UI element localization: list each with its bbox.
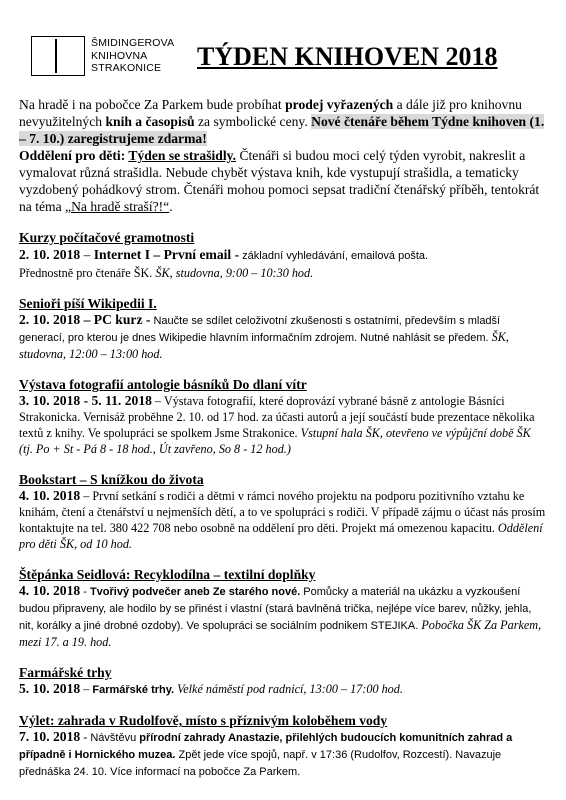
event-date: 4. 10. 2018 [19,583,81,598]
event-place-time: ŠK, studovna, 12:00 – 13:00 hod. [19,330,509,361]
event-heading: Štěpánka Seidlová: Recyklodílna – textilní doplňky [19,567,316,582]
library-name-line: KNIHOVNA [91,49,148,62]
event-place-time: ŠK, studovna, 9:00 – 10:30 hod. [155,266,314,280]
document-page [19,36,547,780]
event-text: Zpět jede více spojů, např. v 17:36 (Rudolfov, Rozcestí). Navazuje přednáška 24. 10. Více informací na pobočce Za Parkem. [19,749,502,778]
children-theme: Týden se strašidly. [128,148,237,163]
event-wikipedia [19,295,547,362]
page-title: TÝDEN KNIHOVEN 2018 [197,42,498,71]
intro-paragraph-sale [19,96,547,147]
event-text: Pomůcky a materiál na ukázku a vyzkoušení budou připraveny, ale hodilo by se přinést i vlastní (stará bavlněná trička, nejlépe více barev, nůžky, jehla, nit, korálky a jiné drobné ozdoby). Ve spolupráci se sociálním podnikem STEJIKA. [19,586,532,632]
event-text: Naučte se sdílet celoživotní zkušenosti s ostatními, především s mladší generací, pro kterou je dnes Wikipedie hlavním informačním zdrojem. Nutné nahlásit se předem. [19,315,501,344]
event-name: Internet I – První email - [93,247,240,262]
event-detail [19,729,547,780]
event-date: 2. 10. 2018 [19,247,81,262]
intro-text: za symbolické ceny. [194,114,312,129]
event-bookstart [19,471,547,552]
event-heading: Senioři píší Wikipedii I. [19,296,157,311]
intro-text: Čtenáři si budou moci celý týden vyrobit, nakreslit a vymalovat různá strašidla. Nebude chybět výstava knih, kde vystupují strašidla, a tematicky vyzdobený pohádkový strom. Čtenáři mohou pomoci sepsat tradiční čtenářský příběh, tentokrát na téma [19,148,540,214]
event-detail [19,393,547,457]
intro-emphasis: knih a časopisů [105,114,195,129]
event-heading: Bookstart – S knížkou do života [19,472,204,487]
separator: - [80,730,91,744]
intro-paragraph-children [19,147,547,215]
registration-highlight: Nové čtenáře během Týdne knihoven (1. – 7. 10.) zaregistrujeme zdarma! [19,114,545,146]
event-place-time: Oddělení pro děti ŠK, od 10 hod. [19,521,543,551]
event-trip-rudolfov [19,712,547,780]
library-name-line: ŠMIDINGEROVA [91,37,175,49]
separator: – [80,312,94,327]
event-name: Tvořivý podvečer aneb Ze starého nové. [89,586,301,598]
event-place-time: Pobočka ŠK Za Parkem, mezi 17. a 19. hod. [19,618,542,649]
event-recyklodilna [19,566,547,650]
event-date: 7. 10. 2018 [19,729,81,744]
intro [19,96,547,215]
library-name-line: STRAKONICE [91,62,162,74]
intro-text: . [169,199,173,214]
event-text: základní vyhledávání, emailová pošta. [239,250,429,262]
event-date: 5. 10. 2018 [19,681,81,696]
event-heading: Farmářské trhy [19,665,112,680]
event-heading: Kurzy počítačové gramotnosti [19,230,195,245]
event-detail [19,583,547,650]
intro-text: a dále již pro knihovnu nevyužitelných [19,97,522,129]
children-dept-label: Oddělení pro děti: [19,148,129,163]
event-name: přírodní zahrady Anastazie, přilehlých budoucích komunitních zahrad a případně i Hornického muzea. [19,732,513,761]
event-heading: Výstava fotografií antologie básníků Do dlaní vítr [19,377,307,392]
event-detail-2 [19,265,547,281]
event-name: PC kurz - [93,312,151,327]
event-text: Výstava fotografií, které doprovází vybrané básně z antologie Básníci Strakonicka. Vernisáž proběhne 2. 10. od 17 hod. za účasti autorů a její součástí bude prezentace několika textů z knihy. Ve spolupráci se spolkem Jsme Strakonice. [19,394,535,440]
event-computer-course [19,229,547,281]
logo-divider [55,39,57,73]
logo-frame [31,36,85,76]
separator: - [80,586,90,598]
event-text: Přednostně pro čtenáře ŠK. [19,266,156,280]
separator: – [80,247,94,262]
library-logo [31,36,87,80]
separator: – [80,682,93,696]
event-detail [19,246,547,265]
library-name [91,37,174,75]
story-theme: „Na hradě straší?!“ [65,199,170,214]
event-name: Farmářské trhy. [92,684,175,696]
event-text: Návštěvu [90,732,140,744]
separator: – [80,489,93,503]
event-place-time: Vstupní hala ŠK, otevřeno ve výpůjční době ŠK (tj. Po + St - Pá 8 - 18 hod., Út zavřeno, So 8 - 12 hod.) [19,426,531,456]
event-date: 2. 10. 2018 [19,312,81,327]
event-photo-exhibition [19,376,547,457]
event-place-time: Velké náměstí pod radnicí, 13:00 – 17:00 hod. [177,682,403,696]
event-text: První setkání s rodiči a dětmi v rámci nového projektu na podporu pozitivního vztahu ke knihám, čtení a čtenářství u nejmenších dětí, a to ve spolupráci s rodiči. V případě zájmu o účast nás prosím kontaktujte na tel. 380 422 708 nebo osobně na oddělení pro děti. Projekt má omezenou kapacitu. [19,489,546,535]
header [19,36,547,96]
event-heading: Výlet: zahrada v Rudolfově, místo s příznivým koloběhem vody [19,713,388,728]
event-date: 3. 10. 2018 - 5. 11. 2018 [19,393,152,408]
intro-emphasis: prodej vyřazených [285,97,394,112]
event-detail [19,488,547,552]
intro-text: Na hradě i na pobočce Za Parkem bude probíhat [19,97,286,112]
event-date: 4. 10. 2018 [19,488,81,503]
event-farmers-market [19,664,547,698]
separator: – [151,394,164,408]
event-detail [19,681,547,698]
event-detail [19,312,547,362]
